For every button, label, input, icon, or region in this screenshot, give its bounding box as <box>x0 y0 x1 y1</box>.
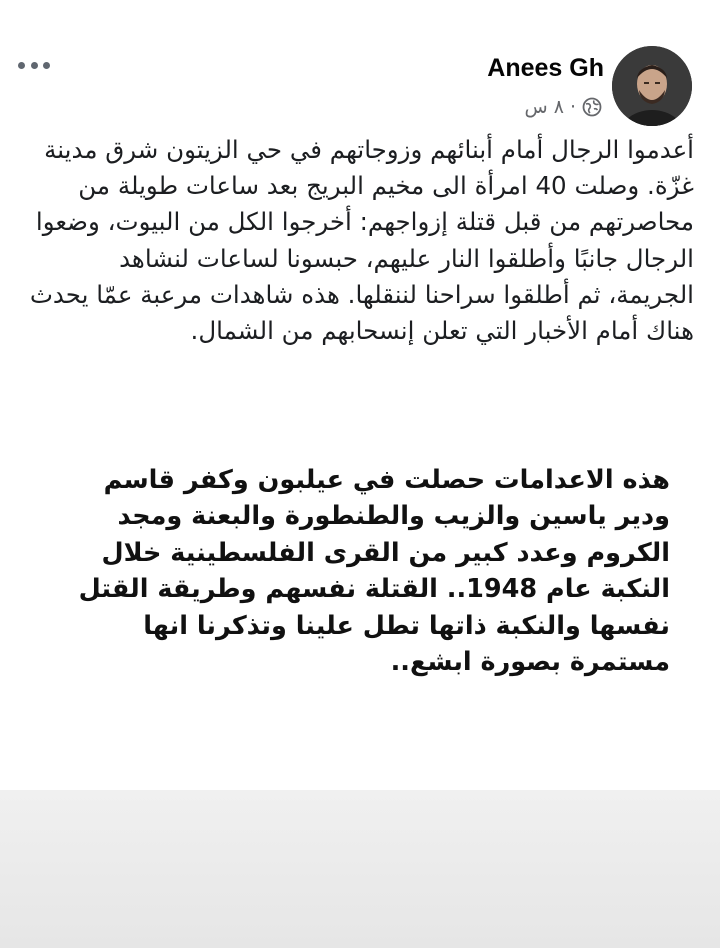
post-quote-text: هذه الاعدامات حصلت في عيلبون وكفر قاسم ودير ياسين والزيب والطنطورة والبعنة ومجد الكروم وعدد كبير من القرى الفلسطينية خلال النكبة عام 1948.. القتلة نفسهم وطريقة القتل نفسها والنكبة ذاتها تطل علينا وتذكرنا انها مستمرة بصورة ابشع.. <box>78 465 670 678</box>
avatar-photo <box>612 46 692 126</box>
avatar[interactable] <box>612 46 692 126</box>
post-time[interactable]: ٨ س <box>524 96 564 118</box>
page-background-bottom <box>0 790 720 948</box>
more-options-button[interactable] <box>14 50 54 80</box>
globe-icon[interactable] <box>582 97 602 117</box>
more-options-icon <box>18 62 25 69</box>
author-name[interactable]: Anees Gh <box>487 54 604 82</box>
post-meta <box>525 96 603 118</box>
post-body-text: أعدموا الرجال أمام أبنائهم وزوجاتهم في حي الزيتون شرق مدينة غزّة. وصلت 40 امرأة الى مخيم البريج بعد ساعات طويلة من محاصرتهم من قبل قتلة إزواجهم: أخرجوا الكل من البيوت، وضعوا الرجال جانبًا وأطلقوا النار عليهم، حبسونا لساعات لنشاهد الجريمة، ثم أطلقوا سراحنا لننقلها. هذه شاهدات مرعبة عمّا يحدث هناك أمام الأخبار التي تعلن إنسحابهم من الشمال. <box>29 135 694 346</box>
more-options-icon-dot <box>43 62 50 69</box>
meta-separator: · <box>569 96 576 118</box>
more-options-icon-dot <box>31 62 38 69</box>
